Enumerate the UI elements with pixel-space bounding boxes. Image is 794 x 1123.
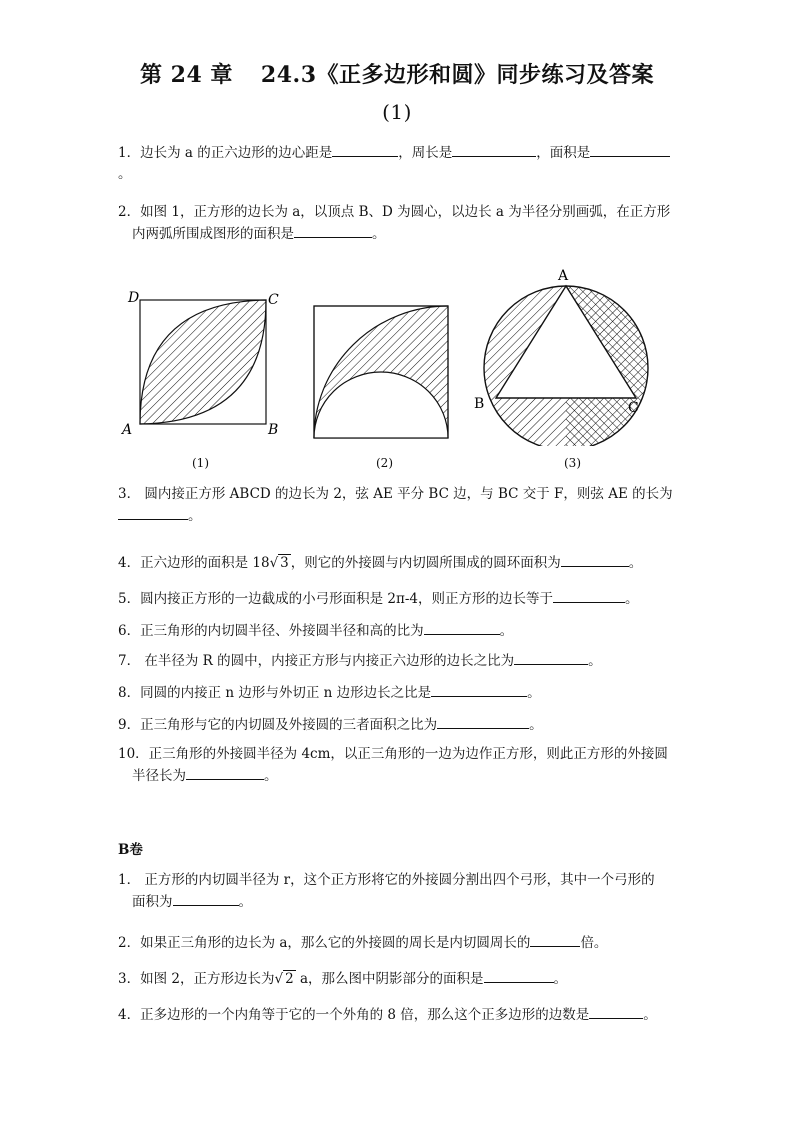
question-text: 1．边长为 a 的正六边形的边心距是 — [118, 145, 333, 161]
question-end: 。 — [188, 508, 202, 524]
answer-blank[interactable] — [186, 765, 264, 780]
radicand: 2 — [285, 971, 294, 987]
vertex-label-d: D — [128, 290, 140, 306]
answer-blank[interactable] — [484, 968, 554, 983]
question-text: 10．正三角形的外接圆半径为 4cm，以正三角形的一边为边作正方形，则此正方形的外接圆 — [118, 746, 668, 762]
answer-blank[interactable] — [530, 932, 580, 947]
figure-3-caption: (3) — [564, 456, 581, 470]
question-text: 7． 在半径为 R 的圆中，内接正方形与内接正六边形的边长之比为 — [118, 653, 515, 669]
question-text: 4．正六边形的面积是 18 — [118, 555, 270, 571]
question-end: 倍。 — [580, 935, 608, 951]
question-b4 — [118, 1004, 678, 1026]
lesson-title: 24.3《正多边形和圆》同步练习及答案 — [260, 62, 655, 88]
vertex-label-b: B — [268, 422, 279, 438]
section-b-heading: B卷 — [118, 842, 143, 858]
answer-blank[interactable] — [173, 891, 239, 906]
answer-blank[interactable] — [589, 1004, 643, 1019]
question-end: 。 — [118, 166, 132, 182]
question-text: ，周长是 — [398, 145, 453, 161]
sqrt-symbol: √ 2 — [274, 971, 294, 987]
radicand: 3 — [280, 555, 289, 571]
question-text: 4．正多边形的一个内角等于它的一个外角的 8 倍，那么这个正多边形的边数是 — [118, 1007, 590, 1023]
page-title — [0, 58, 794, 89]
question-end: 。 — [553, 971, 568, 987]
figure-1 — [118, 288, 288, 438]
question-text: 6．正三角形的内切圆半径、外接圆半径和高的比为 — [118, 623, 424, 639]
page-subtitle: (1) — [382, 100, 412, 124]
question-text: ，则它的外接圆与内切圆所围成的圆环面积为 — [290, 555, 561, 571]
answer-blank[interactable] — [437, 714, 529, 729]
question-a9 — [118, 714, 678, 736]
question-a7 — [118, 650, 678, 672]
figure-2-caption: (2) — [376, 456, 393, 470]
answer-blank[interactable] — [118, 505, 188, 520]
question-a4 — [118, 552, 678, 574]
question-text: 内两弧所围成图形的面积是 — [132, 226, 294, 242]
sqrt-symbol: √ 3 — [269, 555, 289, 571]
question-a2 — [118, 202, 678, 245]
question-a8 — [118, 682, 678, 704]
answer-blank[interactable] — [590, 142, 670, 157]
question-text: 8．同圆的内接正 n 边形与外切正 n 边形边长之比是 — [118, 685, 432, 701]
question-b1 — [118, 870, 678, 913]
question-text: 1． 正方形的内切圆半径为 r，这个正方形将它的外接圆分割出四个弓形，其中一个弓形的 — [118, 872, 655, 888]
figure-2 — [310, 300, 456, 442]
question-end: 。 — [643, 1007, 657, 1023]
answer-blank[interactable] — [332, 142, 398, 157]
question-end: 。 — [529, 717, 543, 733]
chapter-label: 第 24 章 — [139, 62, 233, 88]
question-end: 。 — [527, 685, 541, 701]
question-text: 半径长为 — [132, 768, 186, 784]
question-a3 — [118, 484, 678, 527]
question-end: 。 — [628, 555, 643, 571]
vertex-label-a: A — [122, 422, 133, 438]
question-end: 。 — [499, 623, 514, 639]
question-text: ，面积是 — [536, 145, 591, 161]
vertex-label-b: B — [474, 396, 485, 412]
question-b2 — [118, 932, 678, 954]
lens-shaded-region — [140, 300, 266, 424]
figure-3 — [468, 262, 664, 446]
question-a5 — [118, 588, 678, 610]
answer-blank[interactable] — [452, 142, 536, 157]
question-text: 2．如图 1，正方形的边长为 a，以顶点 B、D 为圆心，以边长 a 为半径分别画弧，在正方形 — [118, 204, 671, 220]
vertex-label-c: C — [628, 400, 639, 416]
question-end: 。 — [238, 894, 252, 910]
question-end: 。 — [372, 226, 386, 242]
question-text: 3．如图 2，正方形边长为 — [118, 971, 275, 987]
question-end: 。 — [264, 768, 278, 784]
question-a6 — [118, 620, 678, 642]
question-text: 3． 圆内接正方形 ABCD 的边长为 2，弦 AE 平分 BC 边，与 BC 交于 F，则弦 AE 的长为 — [118, 486, 673, 502]
answer-blank[interactable] — [553, 588, 625, 603]
question-a10 — [118, 744, 678, 787]
answer-blank[interactable] — [424, 620, 500, 635]
answer-blank[interactable] — [294, 223, 372, 238]
question-text: 面积为 — [132, 894, 173, 910]
question-b3 — [118, 968, 678, 990]
answer-blank[interactable] — [514, 650, 588, 665]
answer-blank[interactable] — [561, 552, 629, 567]
vertex-label-a: A — [558, 268, 569, 284]
vertex-label-c: C — [268, 292, 279, 308]
question-text: 9．正三角形与它的内切圆及外接圆的三者面积之比为 — [118, 717, 438, 733]
question-a1 — [118, 142, 678, 185]
figure-1-caption: (1) — [192, 456, 209, 470]
question-text: 2．如果正三角形的边长为 a，那么它的外接圆的周长是内切圆周长的 — [118, 935, 531, 951]
answer-blank[interactable] — [431, 682, 527, 697]
question-end: 。 — [588, 653, 602, 669]
question-text: a，那么图中阴影部分的面积是 — [295, 971, 484, 987]
question-text: 5．圆内接正方形的一边截成的小弓形面积是 2π-4，则正方形的边长等于 — [118, 591, 553, 607]
question-end: 。 — [625, 591, 639, 607]
